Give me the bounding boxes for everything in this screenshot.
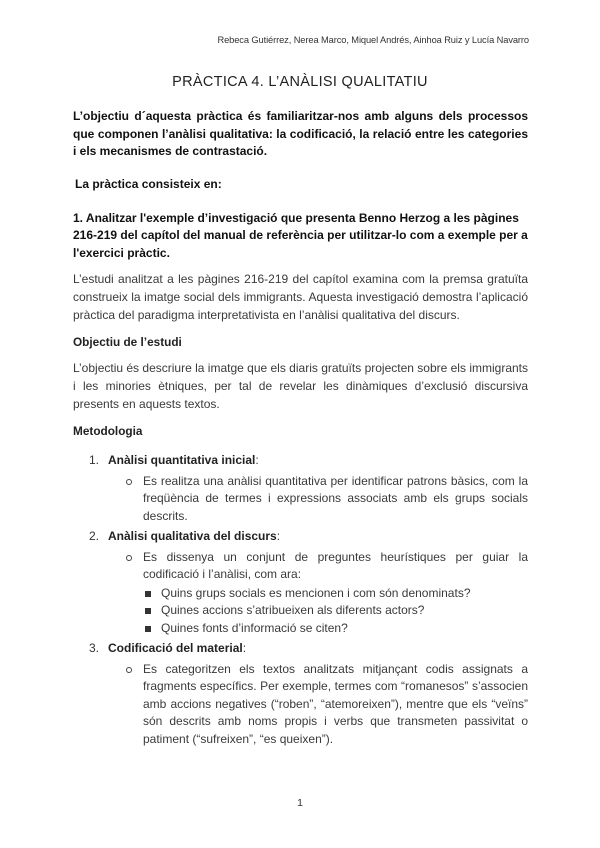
- page-header-authors: Rebeca Gutiérrez, Nerea Marco, Miquel Andrés, Ainhoa Ruiz y Lucía Navarro: [217, 35, 529, 45]
- methodology-steps-list: [73, 452, 528, 748]
- hollow-circle-bullet-icon: [126, 479, 132, 485]
- step-title: Codificació del material: [108, 641, 243, 655]
- step-description-item: [108, 549, 528, 638]
- step-description: Es categoritzen els textos analitzats mitjançant codis assignats a fragments específics. Per exemple, termes com “romanesos” s’associen amb accions negatives (“roben”, “atemoreixen”), mentre que els “veïns” són descrits amb noms propis i verbs que transmeten passivitat o patiment (“sufreixen”, “es queixen”).: [143, 661, 528, 746]
- step-title-colon: :: [255, 453, 259, 467]
- step-title-colon: :: [242, 641, 247, 655]
- objective-paragraph: L’objectiu és descriure la imatge que els diaris gratuïts projecten sobre els immigrants i les minories ètniques, per tal de revelar les dinàmiques d’exclusió discursiva presents en aquests textos.: [73, 361, 528, 411]
- page-number: 1: [297, 797, 303, 809]
- hollow-circle-bullet-icon: [126, 667, 132, 673]
- practice-heading: La pràctica consisteix en:: [75, 176, 222, 191]
- point-1-paragraph: L’estudi analitzat a les pàgines 216-219 del capítol examina com la premsa gratuïta construeix la imatge social dels immigrants. Aquesta investigació demostra l’aplicació pràctica del paradigma interpretativista en l’anàlisi qualitativa del discurs.: [73, 272, 528, 322]
- step-title: Anàlisi qualitativa del discurs: [108, 529, 277, 543]
- step-number: 1.: [89, 453, 100, 467]
- methodology-heading: Metodologia: [73, 424, 143, 438]
- square-bullet-icon: [145, 608, 151, 614]
- step-title-colon: :: [276, 529, 281, 543]
- heuristic-question: [143, 602, 528, 620]
- point-1-heading: 1. Analitzar l'exemple d’investigació que presenta Benno Herzog a les pàgines 216-219 del capítol del manual de referència per utilitzar-lo com a exemple per a l'exercici pràctic.: [73, 210, 528, 260]
- methodology-step-1: [73, 452, 528, 525]
- hollow-circle-bullet-icon: [126, 555, 132, 561]
- square-bullet-icon: [145, 626, 151, 632]
- step-description-item: [108, 661, 528, 749]
- heuristic-questions-list: [143, 585, 528, 638]
- intro-paragraph: L’objectiu d´aquesta pràctica és familiaritzar-nos amb alguns dels processos que componen l’anàlisi qualitativa: la codificació, la relació entre les categories i els mecanismes de contrastació.: [73, 109, 528, 158]
- question-text: Quins grups socials es mencionen i com són denominats?: [161, 585, 471, 600]
- step-number: 3.: [89, 641, 100, 655]
- methodology-step-2: [73, 528, 528, 637]
- step-description: Es dissenya un conjunt de preguntes heurístiques per guiar la codificació i l’anàlisi, com ara:: [143, 549, 528, 581]
- heuristic-question: [143, 585, 528, 603]
- document-title: PRÀCTICA 4. L’ANÀLISI QUALITATIU: [172, 74, 428, 90]
- question-text: Quines accions s’atribueixen als diferents actors?: [161, 603, 425, 617]
- square-bullet-icon: [145, 591, 151, 597]
- question-text: Quines fonts d’informació se citen?: [161, 620, 348, 635]
- methodology-step-3: [73, 640, 528, 748]
- step-number: 2.: [89, 529, 100, 543]
- step-description-item: [108, 473, 528, 526]
- document-body: [73, 108, 528, 751]
- step-title: Anàlisi quantitativa inicial: [108, 453, 256, 467]
- step-description: Es realitza una anàlisi quantitativa per identificar patrons bàsics, com la freqüència de termes i expressions associats amb els grups socials descrits.: [143, 473, 528, 523]
- objective-heading: Objectiu de l’estudi: [73, 335, 182, 349]
- heuristic-question: [143, 620, 528, 638]
